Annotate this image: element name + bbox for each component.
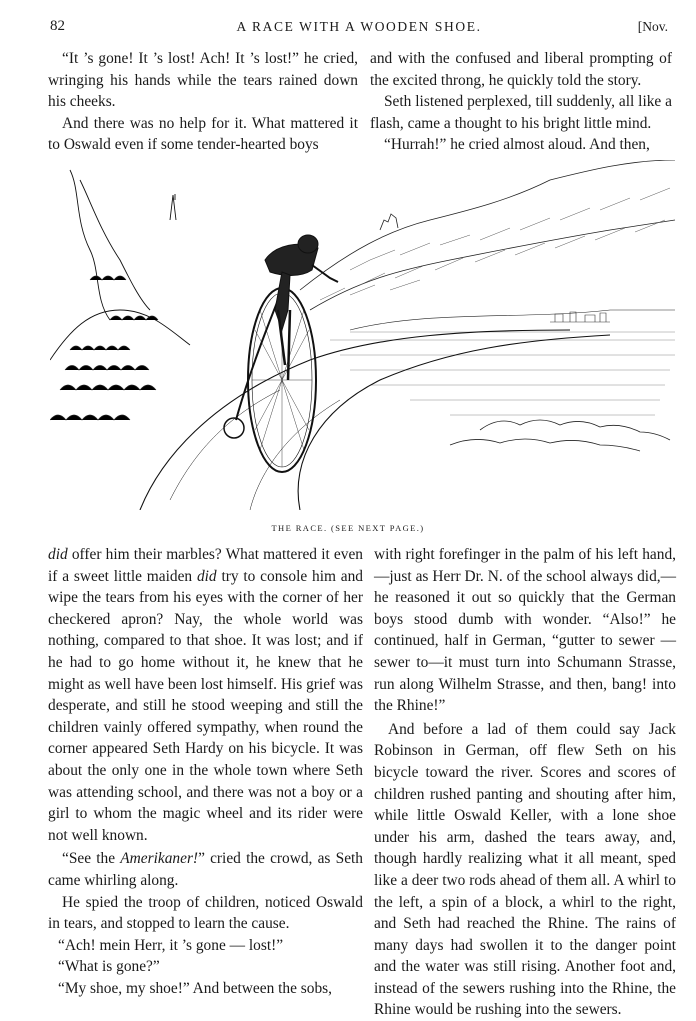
left-hillside [50,170,190,360]
top-left-column [48,48,358,156]
paragraph: Seth listened perplexed, till suddenly, all like a flash, came a thought to his bright little mind. [370,93,672,132]
issue-month: [Nov. [637,19,668,34]
bottom-right-column [374,544,676,1021]
dialogue-line: “Ach! mein Herr, it ’s gone — lost!” [58,936,284,954]
page-number: 82 [50,18,65,34]
river [330,332,675,415]
emphasis: did [196,567,217,585]
running-head [50,18,668,42]
foliage [50,276,158,420]
dialogue-line: “What is gone?” [58,958,160,976]
paragraph: did offer him their marbles? What mattered it even if a sweet little maiden did try to console him and wipe the tears from his eyes with the corner of her checkered apron? Nay, the whole world was nothing, compared to that shoe. It was lost; and if he had to go home without it, he knew that he might as well have been lost himself. His grief was desperate, and still he stood weeping and still the children vainly offered sympathy, when round the corner appeared Seth Hardy on his bicycle. It was about the only one in the whole town where Seth was attending school, and there was not a boy or a girl to whom the magic wheel and its rider were not well known. [48,546,363,844]
roadside-rocks [450,420,670,451]
paragraph: “See the Amerikaner!” cried the crowd, as Seth came whirling along. [48,850,363,889]
high-wheel-bicycle [224,288,316,472]
article-title: A RACE WITH A WOODEN SHOE. [236,19,482,34]
bottom-left-column [48,544,363,999]
dialogue [48,935,363,1000]
paragraph: And before a lad of them could say Jack Robinson in German, off flew Seth on his bicycle toward the river. Scores and scores of children rushed panting and shouting after him, while little Oswald Keller, with a lone shoe under his arm, dashed the tears away, and, though hardly realizing what it all meant, sped like a deer two rods ahead of them all. A whirl to the left, a spin of a block, a whirl to the right, and Seth had reached the Rhine. The rains of many days had swollen it to the danger point and the water was still rising. Another foot and, instead of the sewers rushing into the Rhine, the Rhine would be rushing into the sewers. [374,720,676,1019]
emphasis: did [48,546,68,563]
paragraph: and with the confused and liberal prompting of the excited throng, he quickly told the story. [370,50,672,89]
paragraph: with right forefinger in the palm of his left hand, —just as Herr Dr. N. of the school always did,— he reasoned it out so quickly that the German boys stood dumb with wonder. “Also!” he continued, half in German, “gutter to sewer —sewer to—it must turn into Schumann Strasse, run along Wilhelm Strasse, and then, bang! into the Rhine!” [374,546,676,715]
paragraph: “Hurrah!” he cried almost aloud. And then, [384,136,650,154]
mountains [300,160,675,330]
top-right-column [370,48,672,156]
dialogue-line: “My shoe, my shoe!” And between the sobs, [58,979,332,997]
paragraph: And there was no help for it. What mattered it to Oswald even if some tender-hearted boys [48,114,358,154]
paragraph: “It ’s gone! It ’s lost! Ach! It ’s lost!” he cried, wringing his hands while the tears rained down his cheeks. [48,50,358,111]
race-illustration [50,160,680,510]
cyclist [265,235,338,380]
paragraph: He spied the troop of children, noticed Oswald in tears, and stopped to learn the cause. [48,893,363,933]
figure-caption: THE RACE. (SEE NEXT PAGE.) [271,523,425,533]
emphasis: Amerikaner! [120,850,199,868]
